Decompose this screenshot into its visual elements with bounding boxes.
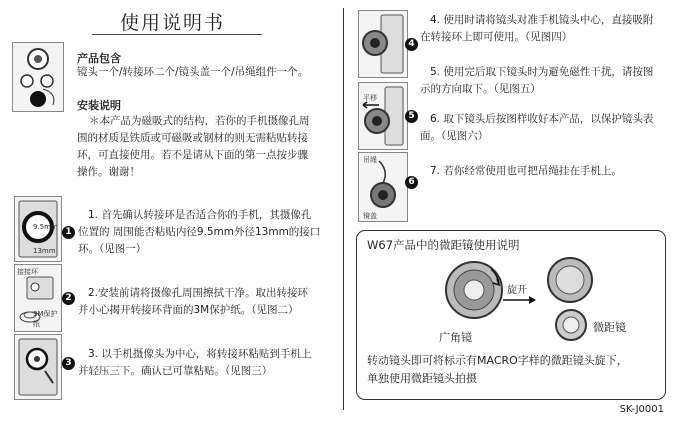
w67-note-line: 单独使用微距镜头拍摄 [367, 372, 477, 385]
wide-angle-label: 广角镜 [439, 331, 472, 344]
page-title: 使用说明书 [120, 12, 226, 34]
fig6-cap-label: 镜盖 [363, 212, 377, 220]
fig6-strap-label: 吊绳 [363, 156, 377, 164]
install-line: ＊本产品为磁吸式的结构，若你的手机摄像孔周 [89, 115, 310, 127]
step-1-text [78, 207, 320, 258]
fig1-inner-label: 9.5mm [33, 223, 58, 231]
install-line: 环，可直接使用。若不是请从下面的第一点按步骤 [77, 149, 308, 161]
step-7-text [430, 163, 622, 180]
step-badge: 4 [405, 38, 418, 51]
wide-lens-part-image [545, 255, 595, 305]
step-line: 在转接环上即可使用。（见图四） [420, 31, 573, 43]
figure-1 [14, 196, 62, 262]
contents-items: 镜头一个/转接环二个/镜头盖一个/吊绳组件一个。 [77, 66, 309, 78]
step-line: 并小心揭开转接环背面的3M保护纸。（见图二） [78, 304, 299, 316]
w67-note [367, 352, 628, 388]
step-4-text [420, 12, 653, 46]
step-3-text [78, 346, 311, 380]
macro-lens-image [553, 307, 589, 343]
contents-figure [12, 42, 64, 112]
macro-label: 微距镜 [593, 321, 626, 334]
install-line: 围的材质是铁质或可磁吸或钢材的则无需粘贴转接 [77, 132, 308, 144]
figure-4 [358, 10, 408, 78]
wide-angle-lens-image [439, 255, 509, 325]
step-badge: 2 [62, 292, 75, 305]
step-line: 示的方向取下。（见图五） [420, 83, 541, 95]
figure-3 [14, 334, 62, 400]
fig2-paper-label: 3M保护纸 [33, 310, 58, 328]
install-intro [77, 113, 339, 181]
step-line: 3. 以手机摄像头为中心，将转接环粘贴到手机上 [88, 348, 312, 360]
w67-title: W67产品中的微距镜使用说明 [367, 238, 520, 252]
step-badge: 5 [405, 110, 418, 123]
step-line: 面。（见图六） [420, 130, 489, 142]
arrow-right-icon [503, 295, 537, 305]
step-line: 5. 使用完后取下镜头时为避免磁性干扰，请按图 [430, 66, 654, 78]
column-divider [343, 8, 344, 410]
step-line: 7. 若你经常使用也可把吊绳挂在手机上。 [430, 165, 622, 177]
step-2-text [78, 285, 308, 319]
figure-6 [358, 152, 408, 222]
step-line: 并轻压三下。确认已可靠粘贴。（见图三） [78, 365, 273, 377]
title-underline [92, 34, 262, 35]
product-code: SK-J0001 [619, 404, 664, 415]
step-6-text [420, 111, 653, 145]
step-line: 6. 取下镜头后按图样收好本产品，以保护镜头表 [430, 113, 654, 125]
fig5-label: 平移 [363, 94, 377, 102]
w67-macro-box [356, 230, 666, 400]
step-badge: 6 [405, 176, 418, 189]
step-line: 4. 使用时请将镜头对准手机镜头中心，直接吸附 [430, 14, 654, 26]
rotate-open-label: 旋开 [507, 285, 527, 296]
w67-note-line: 转动镜头即可将标示有MACRO字样的微距镜头旋下， [367, 354, 628, 367]
install-line: 操作。谢谢！ [77, 166, 140, 178]
step-line: 2.安装前请将摄像孔周围擦拭干净。取出转接环 [88, 287, 309, 299]
fig1-outer-label: 13mm [33, 247, 56, 255]
install-heading: 安装说明 [77, 99, 121, 112]
step-line: 1. 首先确认转接环是否适合你的手机，其摄像孔 [88, 209, 312, 221]
step-badge: 1 [62, 226, 75, 239]
step-5-text [420, 64, 653, 98]
step-line: 位置的 周围能否粘贴内径9.5mm外径13mm的接口 [78, 226, 321, 238]
figure-2 [14, 264, 62, 332]
step-badge: 3 [62, 357, 75, 370]
fig2-ring-label: 接接环 [17, 268, 38, 276]
contents-heading: 产品包含 [77, 52, 121, 65]
step-line: 环。（见图一） [78, 243, 147, 255]
figure-5 [358, 82, 408, 150]
